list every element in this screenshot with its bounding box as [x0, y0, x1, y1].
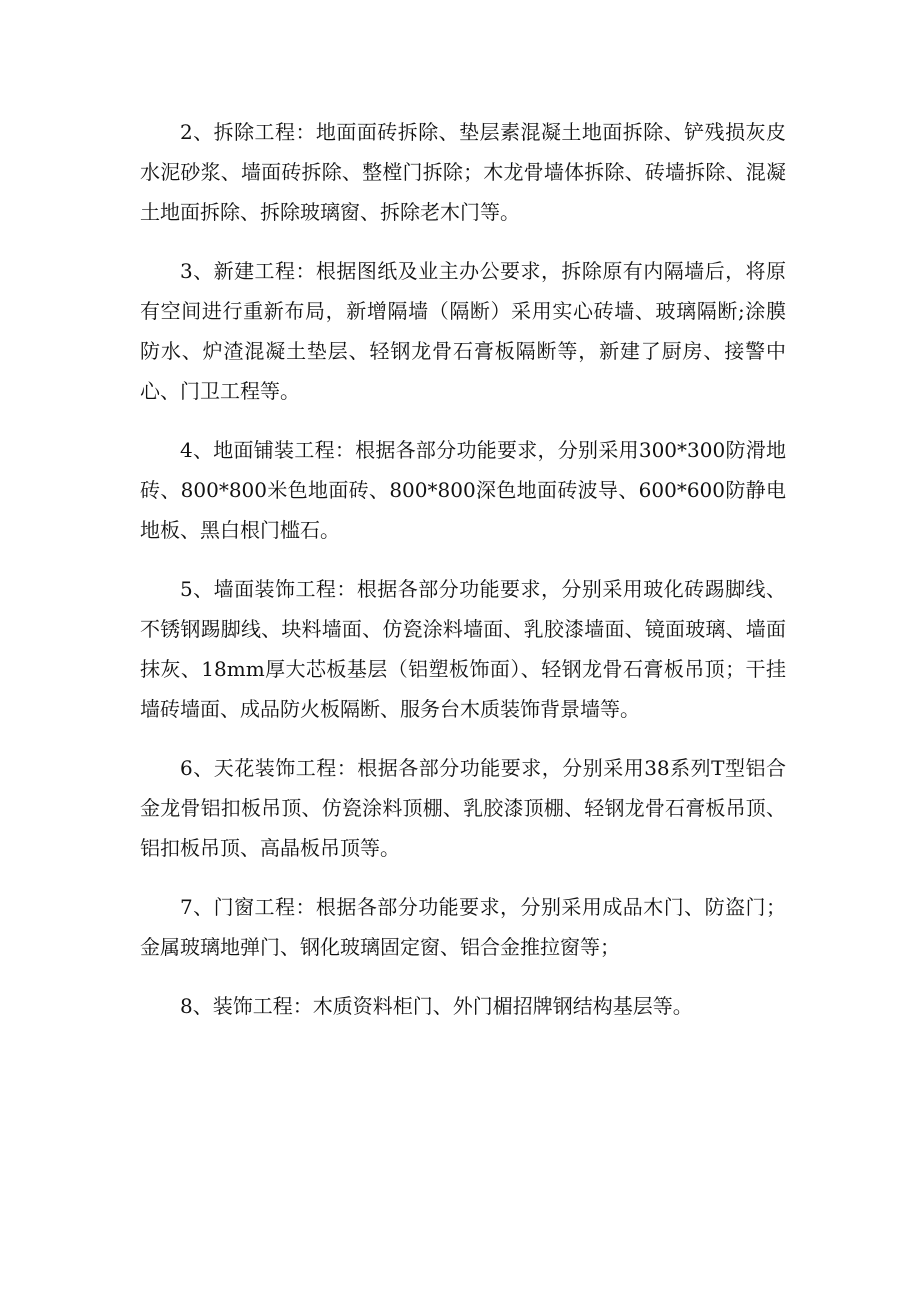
paragraph-ceiling-decoration: 6、天花装饰工程：根据各部分功能要求，分别采用38系列T型铝合金龙骨铝扣板吊顶、仿瓷涂料顶棚、乳胶漆顶棚、轻钢龙骨石膏板吊顶、铝扣板吊顶、高晶板吊顶等。 [140, 756, 786, 860]
paragraph-demolition: 2、拆除工程：地面面砖拆除、垫层素混凝土地面拆除、铲残损灰皮水泥砂浆、墙面砖拆除、整樘门拆除；木龙骨墙体拆除、砖墙拆除、混凝土地面拆除、拆除玻璃窗、拆除老木门等。 [140, 120, 786, 224]
paragraph-decoration: 8、装饰工程：木质资料柜门、外门楣招牌钢结构基层等。 [180, 994, 693, 1018]
paragraph-wall-decoration: 5、墙面装饰工程：根据各部分功能要求，分别采用玻化砖踢脚线、不锈钢踢脚线、块料墙面、仿瓷涂料墙面、乳胶漆墙面、镜面玻璃、墙面抹灰、18mm厚大芯板基层（铝塑板饰面）、轻钢龙骨石膏板吊顶；干挂墙砖墙面、成品防火板隔断、服务台木质装饰背景墙等。 [140, 577, 786, 721]
paragraph-floor-paving: 4、地面铺装工程：根据各部分功能要求，分别采用300*300防滑地砖、800*800米色地面砖、800*800深色地面砖波导、600*600防静电地板、黑白根门槛石。 [140, 438, 786, 542]
paragraph-new-construction: 3、新建工程：根据图纸及业主办公要求，拆除原有内隔墙后，将原有空间进行重新布局，新增隔墙（隔断）采用实心砖墙、玻璃隔断;涂膜防水、炉渣混凝土垫层、轻钢龙骨石膏板隔断等，新建了厨房、接警中心、门卫工程等。 [140, 259, 786, 403]
document-body [140, 112, 786, 1045]
paragraph-doors-windows: 7、门窗工程：根据各部分功能要求，分别采用成品木门、防盗门；金属玻璃地弹门、钢化玻璃固定窗、铝合金推拉窗等； [140, 895, 786, 959]
